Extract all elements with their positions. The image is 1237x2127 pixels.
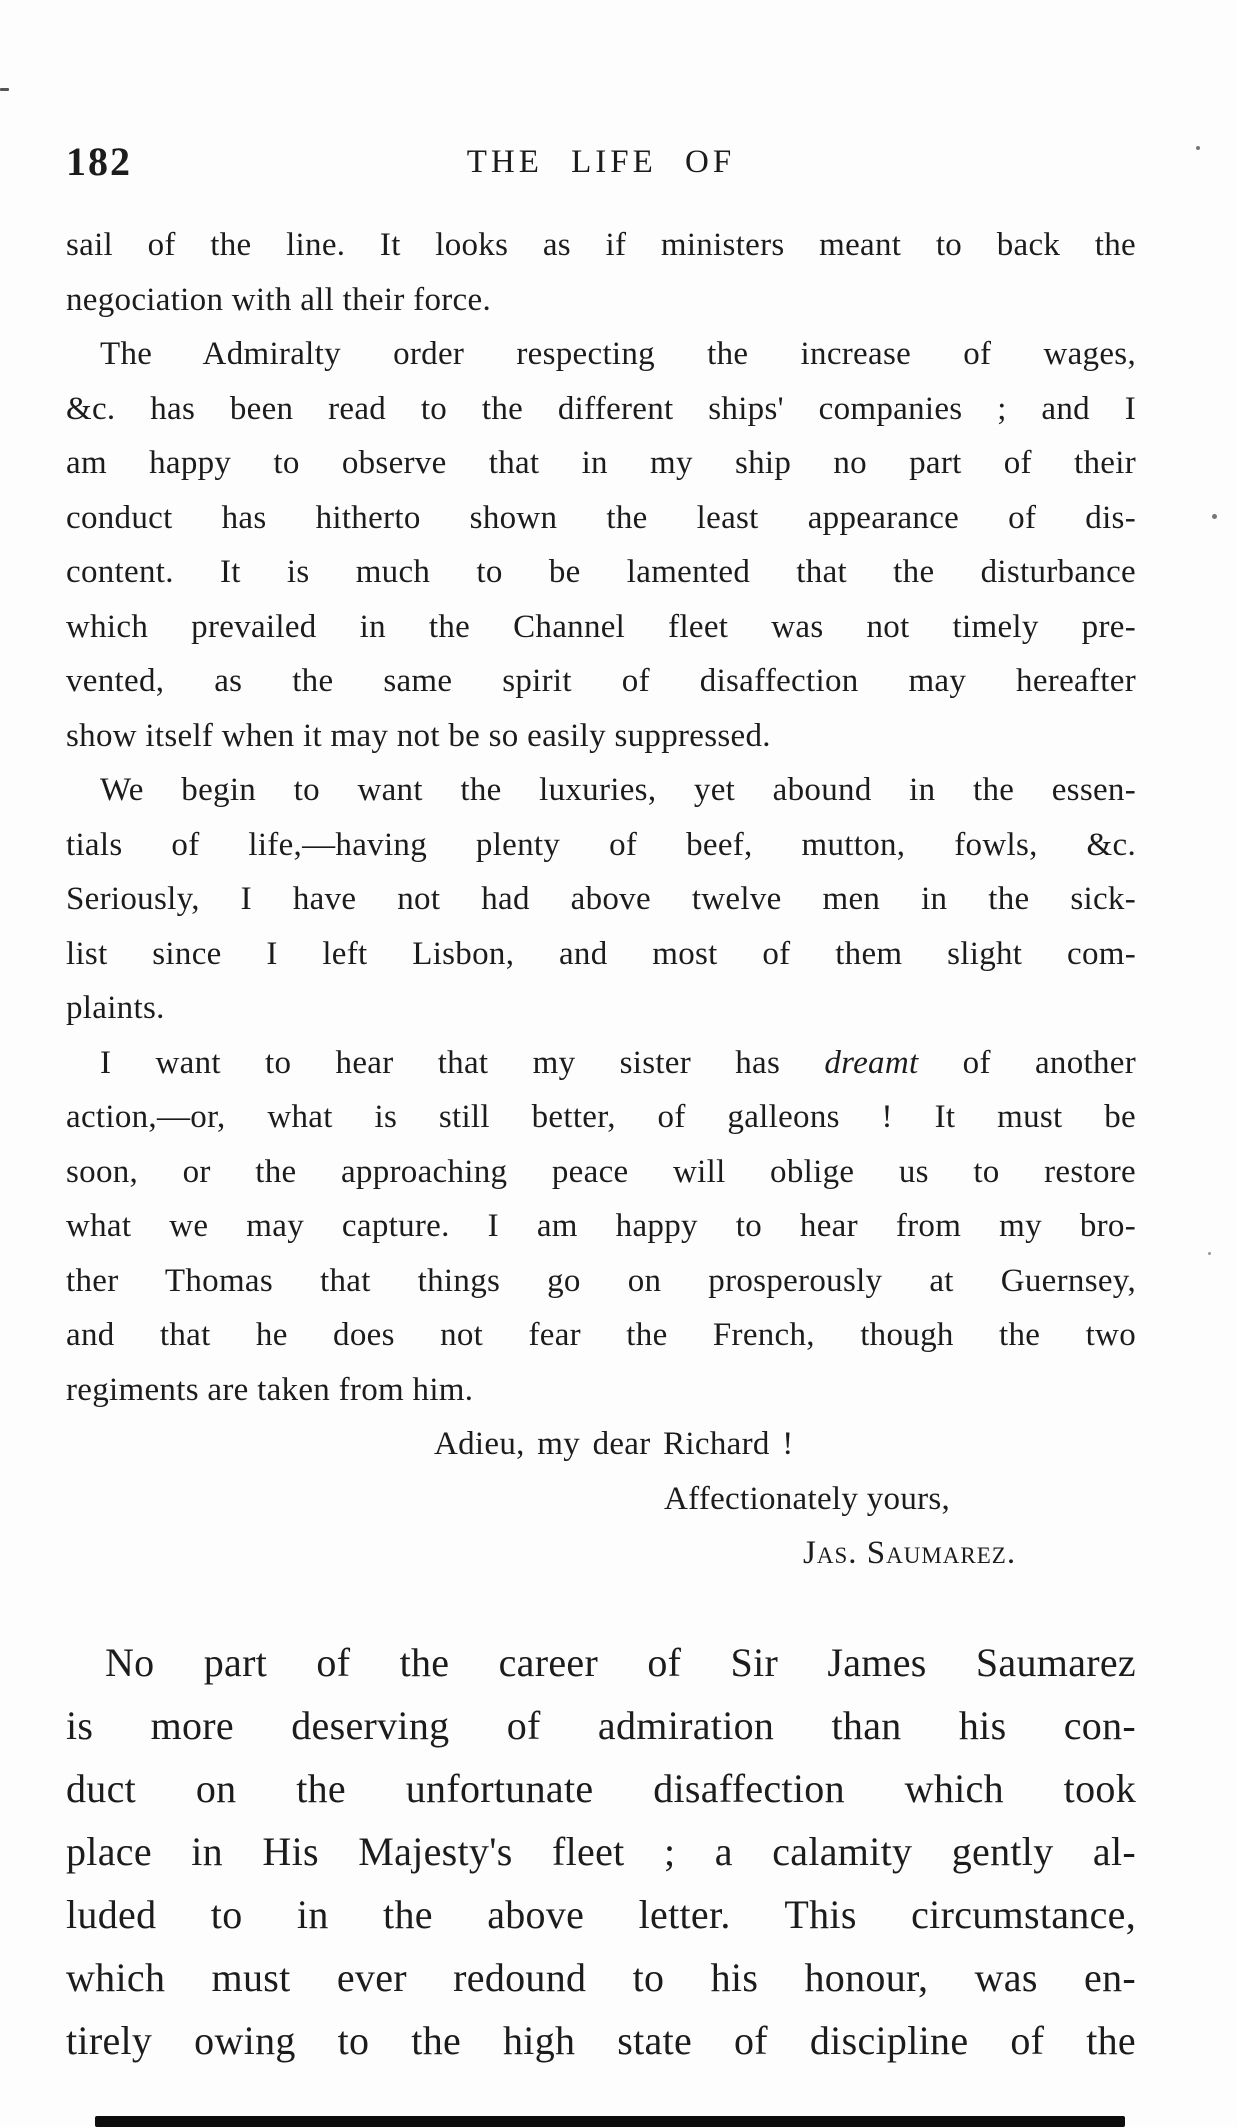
text-line: No part of the career of Sir James Saumarez [105,1639,1136,1685]
text-line: tials of life,—having plenty of beef, mutton, fowls, &c. [66,826,1136,863]
text-line: place in His Majesty's fleet ; a calamity gently al- [66,1828,1136,1874]
scan-gutter-shadow [95,2116,1125,2127]
text-line: soon, or the approaching peace will oblige us to restore [66,1153,1136,1190]
text-line: is more deserving of admiration than his con- [66,1702,1136,1748]
page-header [66,140,1136,184]
text-line [66,1036,1136,1091]
running-header: THE LIFE OF [466,144,736,180]
text-line: which prevailed in the Channel fleet was not timely pre- [66,608,1136,645]
letter-closing-adieu: Adieu, my dear Richard ! [434,1426,794,1462]
text-line: &c. has been read to the different ships' companies ; and I [66,390,1136,427]
letter-valediction: Affectionately yours, [664,1480,951,1517]
text-line: ther Thomas that things go on prosperously at Guernsey, [66,1262,1136,1299]
text-line: Seriously, I have not had above twelve men in the sick- [66,881,1136,917]
page-number: 182 [66,139,132,184]
scan-speck [1196,146,1200,150]
text-segment: of another [918,1044,1136,1081]
scan-speck [0,88,9,91]
italic-word: dreamt [824,1044,919,1081]
text-line: plaints. [66,990,165,1026]
text-line: content. It is much to be lamented that the disturbance [66,554,1136,590]
text-line: action,—or, what is still better, of galleons ! It must be [66,1099,1136,1135]
letter-body [66,218,1136,1581]
text-line: luded to in the above letter. This circumstance, [66,1891,1136,1937]
text-line: regiments are taken from him. [66,1371,474,1408]
text-block [66,140,1136,2072]
letter-signature: Jas. Saumarez. [803,1535,1017,1571]
text-segment: I want to hear that my sister has [100,1044,825,1081]
text-line: am happy to observe that in my ship no part of their [66,445,1136,481]
text-line: negociation with all their force. [66,281,491,318]
text-line: what we may capture. I am happy to hear from my bro- [66,1208,1136,1244]
narrative-paragraph [66,1631,1136,2072]
text-line: sail of the line. It looks as if ministers meant to back the [66,227,1136,263]
text-line: duct on the unfortunate disaffection which took [66,1765,1136,1811]
scan-speck [1208,1252,1211,1255]
text-line: show itself when it may not be so easily suppressed. [66,717,771,754]
text-line: which must ever redound to his honour, was en- [66,1954,1136,2000]
text-line: conduct has hitherto shown the least appearance of dis- [66,499,1136,536]
text-line: vented, as the same spirit of disaffection may hereafter [66,663,1136,699]
text-line: The Admiralty order respecting the increase of wages, [100,336,1136,372]
text-line: and that he does not fear the French, though the two [66,1317,1136,1353]
scan-speck [1212,514,1217,519]
text-line: We begin to want the luxuries, yet abound in the essen- [100,772,1136,808]
text-line: tirely owing to the high state of discipline of the [66,2017,1136,2063]
text-line: list since I left Lisbon, and most of them slight com- [66,935,1136,972]
